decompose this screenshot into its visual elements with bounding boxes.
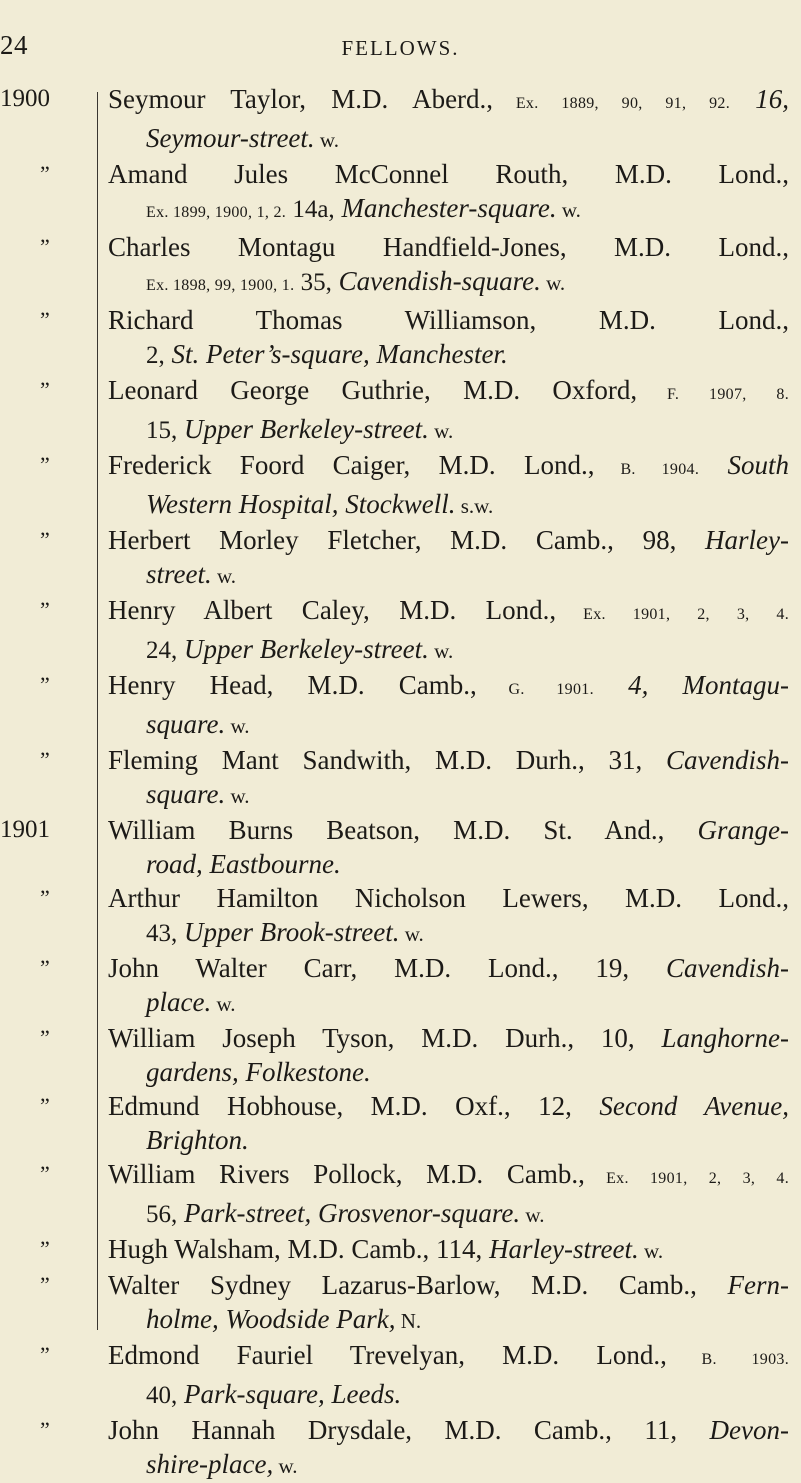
fellow-name: William Joseph Tyson, M.D. Durh., 10,: [108, 1023, 635, 1053]
address: St. Peter’s-square, Manchester.: [164, 339, 508, 369]
address: Brighton.: [146, 1125, 249, 1155]
address: 4, Montagu-: [593, 670, 789, 700]
entry-text: [108, 523, 789, 593]
list-item: [0, 1413, 801, 1483]
fellow-name: Richard Thomas Williamson, M.D. Lond.,: [108, 305, 789, 335]
entry-text: [108, 1157, 789, 1232]
postal-district: w.: [273, 1454, 298, 1478]
postal-district: w.: [314, 128, 339, 152]
list-item: [0, 82, 801, 157]
address-number: 40,: [146, 1382, 178, 1409]
list-item: [0, 743, 801, 813]
address: Park-street, Grosvenor-square.: [177, 1198, 521, 1228]
address: Harley-: [676, 525, 789, 555]
fellow-name: William Rivers Pollock, M.D. Camb.,: [108, 1159, 585, 1189]
entry-text: [108, 1021, 789, 1089]
year-label: ”: [40, 234, 50, 259]
entry-text: [108, 1338, 789, 1413]
fellow-name: Seymour Taylor, M.D. Aberd.,: [108, 84, 494, 114]
list-item: [0, 1268, 801, 1338]
entry-text: [108, 1089, 789, 1157]
fellow-name: Hugh Walsham, M.D. Camb., 114,: [108, 1234, 483, 1264]
postal-district: w.: [399, 922, 424, 946]
examiner-note: B. 1904.: [594, 461, 700, 478]
list-item: [0, 1157, 801, 1232]
address: Second Avenue,: [571, 1091, 790, 1121]
address: Park-square, Leeds.: [177, 1379, 402, 1409]
entry-text: [108, 230, 789, 303]
postal-district: N.: [395, 1309, 422, 1333]
fellow-name: Leonard George Guthrie, M.D. Oxford,: [108, 375, 638, 405]
address: holme, Woodside Park,: [146, 1304, 396, 1334]
list-item: [0, 593, 801, 668]
fellow-name: Fleming Mant Sandwith, M.D. Durh., 31,: [108, 745, 643, 775]
address-number: 24,: [146, 637, 178, 664]
year-label: ”: [40, 1272, 50, 1297]
page-number: 24: [0, 30, 28, 60]
address: shire-place,: [146, 1449, 274, 1479]
address-number: 56,: [146, 1201, 178, 1228]
list-item: [0, 1021, 801, 1089]
examiner-note: Ex. 1901, 2, 3, 4.: [556, 606, 789, 623]
examiner-note: Ex. 1901, 2, 3, 4.: [584, 1170, 790, 1187]
entry-text: [108, 593, 789, 668]
entry-text: [108, 157, 789, 230]
postal-district: w.: [520, 1203, 545, 1227]
fellow-name: Frederick Foord Caiger, M.D. Lond.,: [108, 450, 595, 480]
year-label: ”: [40, 1236, 50, 1261]
address-number: 15,: [146, 417, 178, 444]
examiner-note: Ex. 1889, 90, 91, 92.: [493, 95, 730, 112]
entry-text: [108, 743, 789, 813]
year-label: 1900: [0, 85, 50, 112]
fellow-name: Edmund Hobhouse, M.D. Oxf., 12,: [108, 1091, 572, 1121]
list-item: [0, 448, 801, 523]
address: 16,: [730, 84, 790, 114]
entry-text: [108, 813, 789, 881]
address: square.: [146, 709, 226, 739]
fellow-name: John Hannah Drysdale, M.D. Camb., 11,: [108, 1415, 678, 1445]
address: square.: [146, 779, 226, 809]
address: Cavendish-: [642, 745, 789, 775]
year-label: ”: [40, 1025, 50, 1050]
address: Harley-street.: [482, 1234, 639, 1264]
entry-text: [108, 82, 789, 157]
postal-district: w.: [428, 419, 454, 443]
fellow-name: Arthur Hamilton Nicholson Lewers, M.D. Lond.,: [108, 883, 789, 913]
entry-text: [108, 951, 789, 1021]
fellows-list: [0, 82, 801, 1483]
entry-text: [108, 1268, 789, 1338]
postal-district: w.: [225, 714, 250, 738]
address: Cavendish-square.: [331, 266, 541, 296]
list-item: [0, 881, 801, 951]
year-label: ”: [40, 377, 50, 402]
entry-text: [108, 373, 789, 448]
year-label: ”: [40, 885, 50, 910]
entry-text: [108, 1413, 789, 1483]
address: Langhorne-: [634, 1023, 790, 1053]
address: Western Hospital, Stockwell.: [146, 489, 456, 519]
list-item: [0, 157, 801, 230]
list-item: [0, 523, 801, 593]
address: Upper Brook-street.: [177, 917, 400, 947]
address: gardens, Folkestone.: [146, 1057, 371, 1087]
year-label: ”: [40, 1093, 50, 1118]
entry-text: [108, 303, 789, 373]
examiner-note: Ex. 1899, 1900, 1, 2.: [146, 204, 287, 221]
year-label: ”: [40, 452, 50, 477]
fellow-name: Edmond Fauriel Trevelyan, M.D. Lond.,: [108, 1340, 667, 1370]
address: Devon-: [677, 1415, 789, 1445]
list-item: [0, 373, 801, 448]
address: Upper Berkeley-street.: [177, 414, 429, 444]
examiner-note: F. 1907, 8.: [637, 386, 789, 403]
postal-district: w.: [211, 992, 236, 1016]
entry-text: [108, 448, 789, 523]
examiner-note: G. 1901.: [476, 681, 594, 698]
year-label: ”: [40, 955, 50, 980]
address: Fern-: [696, 1270, 789, 1300]
year-label: ”: [40, 1417, 50, 1442]
list-item: [0, 1338, 801, 1413]
postal-district: w.: [211, 564, 237, 588]
year-label: ”: [40, 597, 50, 622]
postal-district: s.w.: [455, 494, 494, 518]
address: road, Eastbourne.: [146, 849, 341, 879]
fellow-name: William Burns Beatson, M.D. St. And.,: [108, 815, 665, 845]
list-item: [0, 668, 801, 743]
entry-text: [108, 668, 789, 743]
postal-district: w.: [540, 271, 566, 295]
year-label: ”: [40, 161, 50, 186]
examiner-note: B. 1903.: [666, 1351, 789, 1368]
list-item: [0, 1089, 801, 1157]
address: Upper Berkeley-street.: [177, 634, 429, 664]
year-label: ”: [40, 1342, 50, 1367]
year-label: ”: [40, 747, 50, 772]
address-number: 43,: [146, 920, 178, 947]
postal-district: w.: [638, 1239, 664, 1263]
address-number: 14a,: [286, 196, 335, 223]
address: Manchester-square.: [334, 193, 557, 223]
fellow-name: Amand Jules McConnel Routh, M.D. Lond.,: [108, 159, 789, 189]
address-number: 35,: [294, 269, 332, 296]
fellow-name: Walter Sydney Lazarus-Barlow, M.D. Camb.,: [108, 1270, 697, 1300]
fellow-name: Herbert Morley Fletcher, M.D. Camb., 98,: [108, 525, 677, 555]
address: Cavendish-: [629, 953, 789, 983]
entry-text: [108, 1232, 789, 1268]
postal-district: w.: [556, 198, 581, 222]
year-label: ”: [40, 672, 50, 697]
examiner-note: Ex. 1898, 99, 1900, 1.: [146, 277, 295, 294]
address: South: [699, 450, 789, 480]
postal-district: w.: [428, 639, 454, 663]
list-item: [0, 1232, 801, 1268]
address: street.: [146, 559, 212, 589]
address: Seymour-street.: [146, 123, 315, 153]
address-number: 2,: [146, 342, 165, 369]
list-item: [0, 951, 801, 1021]
address: place.: [146, 987, 212, 1017]
postal-district: w.: [225, 784, 250, 808]
fellow-name: Charles Montagu Handfield-Jones, M.D. Lond.,: [108, 232, 789, 262]
running-head: FELLOWS.: [341, 36, 460, 60]
year-label: 1901: [0, 816, 50, 843]
fellow-name: Henry Head, M.D. Camb.,: [108, 670, 477, 700]
fellow-name: Henry Albert Caley, M.D. Lond.,: [108, 595, 557, 625]
list-item: [0, 303, 801, 373]
year-label: ”: [40, 527, 50, 552]
list-item: [0, 230, 801, 303]
entry-text: [108, 881, 789, 951]
year-label: ”: [40, 1161, 50, 1186]
fellow-name: John Walter Carr, M.D. Lond., 19,: [108, 953, 630, 983]
list-item: [0, 813, 801, 881]
year-label: ”: [40, 307, 50, 332]
address: Grange-: [664, 815, 790, 845]
